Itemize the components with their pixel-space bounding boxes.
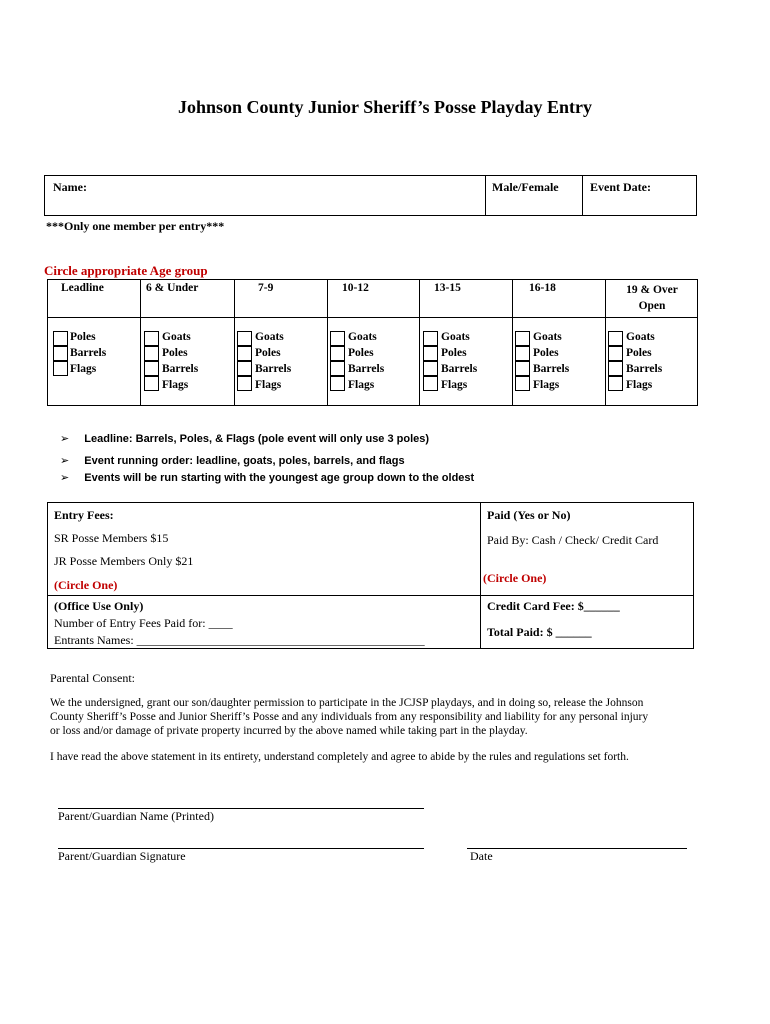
checkbox[interactable] xyxy=(423,346,438,361)
checkbox[interactable] xyxy=(330,346,345,361)
checkbox[interactable] xyxy=(423,361,438,376)
event-option: Barrels xyxy=(162,363,199,375)
event-option: Poles xyxy=(533,347,559,359)
checkbox[interactable] xyxy=(237,376,252,391)
date-label: Date xyxy=(470,849,493,863)
checkbox[interactable] xyxy=(608,331,623,346)
event-option: Flags xyxy=(626,379,653,391)
age-group-heading: Circle appropriate Age group xyxy=(44,263,208,278)
checkbox[interactable] xyxy=(237,331,252,346)
page-title: Johnson County Junior Sheriff’s Posse Playday Entry xyxy=(177,97,593,117)
age-header-6-under: 6 & Under xyxy=(146,282,199,294)
age-header-19-over: 19 & Over Open xyxy=(626,284,678,312)
event-option: Goats xyxy=(255,331,284,343)
checkbox[interactable] xyxy=(330,331,345,346)
gender-field[interactable]: Male/Female xyxy=(492,180,559,194)
event-option: Goats xyxy=(626,331,655,343)
checkbox[interactable] xyxy=(608,346,623,361)
name-field[interactable]: Name: xyxy=(53,180,87,194)
event-option: Barrels xyxy=(70,347,107,359)
age-header-7-9: 7-9 xyxy=(258,282,274,294)
credit-card-fee-field[interactable]: Credit Card Fee: $______ xyxy=(487,599,620,613)
bullet-item: ➢ Event running order: leadline, goats, poles, barrels, and flags xyxy=(60,455,405,467)
checkbox[interactable] xyxy=(237,361,252,376)
printed-name-label: Parent/Guardian Name (Printed) xyxy=(58,809,214,823)
fees-table xyxy=(47,502,694,649)
event-option: Barrels xyxy=(441,363,478,375)
entrants-names-field[interactable]: Entrants Names: ________________________________________________ xyxy=(54,633,425,647)
event-date-field[interactable]: Event Date: xyxy=(590,180,651,194)
checkbox[interactable] xyxy=(53,361,68,376)
event-option: Barrels xyxy=(348,363,385,375)
consent-paragraph: We the undersigned, grant our son/daughter permission to participate in the JCJSP playdays, and in doing so, release the Johnson County Sheriff’s Posse and Junior Sheriff’s Posse and any individuals from any responsibility and liability for any personal injury or loss and/or damage of private property incurred by the above named while taking part in the playday. xyxy=(50,697,649,737)
circle-one-right: (Circle One) xyxy=(483,571,547,585)
checkbox[interactable] xyxy=(144,376,159,391)
event-option: Barrels xyxy=(255,363,292,375)
event-option: Poles xyxy=(70,331,96,343)
checkbox[interactable] xyxy=(330,361,345,376)
checkbox[interactable] xyxy=(53,346,68,361)
age-header-13-15: 13-15 xyxy=(434,282,461,294)
event-option: Poles xyxy=(162,347,188,359)
event-option: Poles xyxy=(626,347,652,359)
checkbox[interactable] xyxy=(237,346,252,361)
signature-label: Parent/Guardian Signature xyxy=(58,849,186,863)
jr-fee: JR Posse Members Only $21 xyxy=(54,554,194,568)
event-option: Goats xyxy=(162,331,191,343)
age-header-16-18: 16-18 xyxy=(529,282,556,294)
number-paid-field[interactable]: Number of Entry Fees Paid for: ____ xyxy=(54,616,233,630)
event-option: Goats xyxy=(533,331,562,343)
checkbox[interactable] xyxy=(515,346,530,361)
checkbox[interactable] xyxy=(330,376,345,391)
event-option: Flags xyxy=(255,379,282,391)
age-header-10-12: 10-12 xyxy=(342,282,369,294)
event-option: Goats xyxy=(441,331,470,343)
event-option: Barrels xyxy=(533,363,570,375)
total-paid-field[interactable]: Total Paid: $ ______ xyxy=(487,625,592,639)
arrow-bullet-icon: ➢ xyxy=(60,472,70,484)
checkbox[interactable] xyxy=(515,361,530,376)
event-option: Poles xyxy=(441,347,467,359)
checkbox[interactable] xyxy=(423,376,438,391)
event-option: Flags xyxy=(441,379,468,391)
checkbox[interactable] xyxy=(608,376,623,391)
entry-fees-label: Entry Fees: xyxy=(54,508,114,522)
checkbox[interactable] xyxy=(144,346,159,361)
circle-one-left: (Circle One) xyxy=(54,578,118,592)
event-option: Poles xyxy=(348,347,374,359)
paid-by-options[interactable]: Paid By: Cash / Check/ Credit Card xyxy=(487,533,659,547)
arrow-bullet-icon: ➢ xyxy=(60,455,70,467)
agreement-statement: I have read the above statement in its entirety, understand completely and agree to abide by the rules and regulations set forth. xyxy=(50,751,629,763)
bullet-item: ➢ Events will be run starting with the youngest age group down to the oldest xyxy=(60,472,475,484)
age-group-table xyxy=(47,279,698,406)
event-option: Flags xyxy=(162,379,189,391)
arrow-bullet-icon: ➢ xyxy=(60,433,70,445)
age-header-leadline: Leadline xyxy=(61,282,104,294)
checkbox[interactable] xyxy=(515,331,530,346)
checkbox[interactable] xyxy=(515,376,530,391)
checkbox[interactable] xyxy=(608,361,623,376)
event-option: Flags xyxy=(533,379,560,391)
sr-fee: SR Posse Members $15 xyxy=(54,531,169,545)
bullet-item: ➢ Leadline: Barrels, Poles, & Flags (pole event will only use 3 poles) xyxy=(60,433,430,445)
info-row-box xyxy=(44,175,697,216)
date-line[interactable] xyxy=(467,848,687,849)
checkbox[interactable] xyxy=(144,331,159,346)
checkbox[interactable] xyxy=(423,331,438,346)
event-option: Flags xyxy=(70,363,97,375)
event-option: Flags xyxy=(348,379,375,391)
event-option: Poles xyxy=(255,347,281,359)
paid-field[interactable]: Paid (Yes or No) xyxy=(487,508,571,522)
checkbox[interactable] xyxy=(53,331,68,346)
one-member-note: ***Only one member per entry*** xyxy=(46,219,225,233)
consent-heading: Parental Consent: xyxy=(50,671,135,685)
checkbox[interactable] xyxy=(144,361,159,376)
event-option: Goats xyxy=(348,331,377,343)
office-use-label: (Office Use Only) xyxy=(54,599,144,613)
event-option: Barrels xyxy=(626,363,663,375)
